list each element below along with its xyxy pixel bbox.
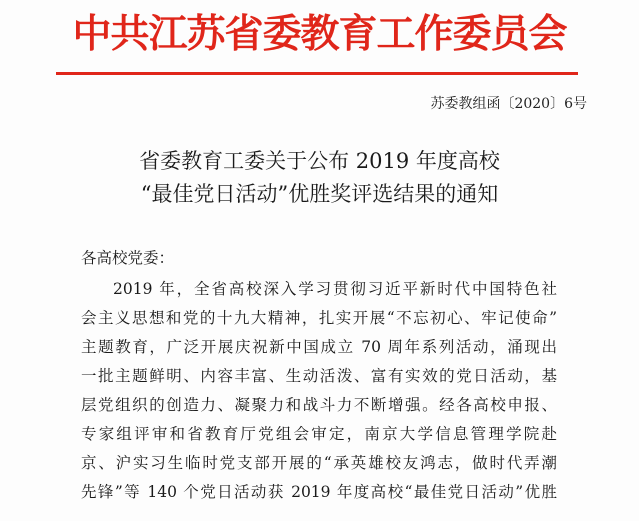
- body-line: 一批主题鲜明、内容丰富、生动活泼、富有实效的党日活动，基: [81, 367, 557, 385]
- body-line: 2019 年，全省高校深入学习贯彻习近平新时代中国特色社: [113, 280, 557, 298]
- document-number: 苏委教组函〔2020〕6号: [430, 96, 587, 112]
- body-line: 先锋”等 140 个党日活动获 2019 年度高校“最佳党日活动”优胜: [81, 483, 557, 501]
- notice-title-line-1: 省委教育工委关于公布 2019 年度高校: [139, 149, 500, 173]
- body-line: 会主义思想和党的十九大精神，扎实开展“不忘初心、牢记使命”: [81, 309, 557, 327]
- body-line: 专家组评审和省教育厅党组会审定，南京大学信息管理学院赴: [81, 425, 557, 443]
- salutation: 各高校党委：: [81, 249, 175, 267]
- notice-title-line-2: “最佳党日活动”优胜奖评选结果的通知: [140, 182, 499, 206]
- letterhead-title: 中共江苏省委教育工作委员会: [72, 11, 567, 57]
- body-line: 层党组织的创造力、凝聚力和战斗力不断增强。经各高校申报、: [81, 396, 557, 414]
- letterhead-red-rule: [56, 72, 578, 75]
- body-line: 京、沪实习生临时党支部开展的“承英雄校友鸿志，做时代弄潮: [81, 454, 557, 472]
- body-line: 主题教育，广泛开展庆祝新中国成立 70 周年系列活动，涌现出: [81, 338, 557, 356]
